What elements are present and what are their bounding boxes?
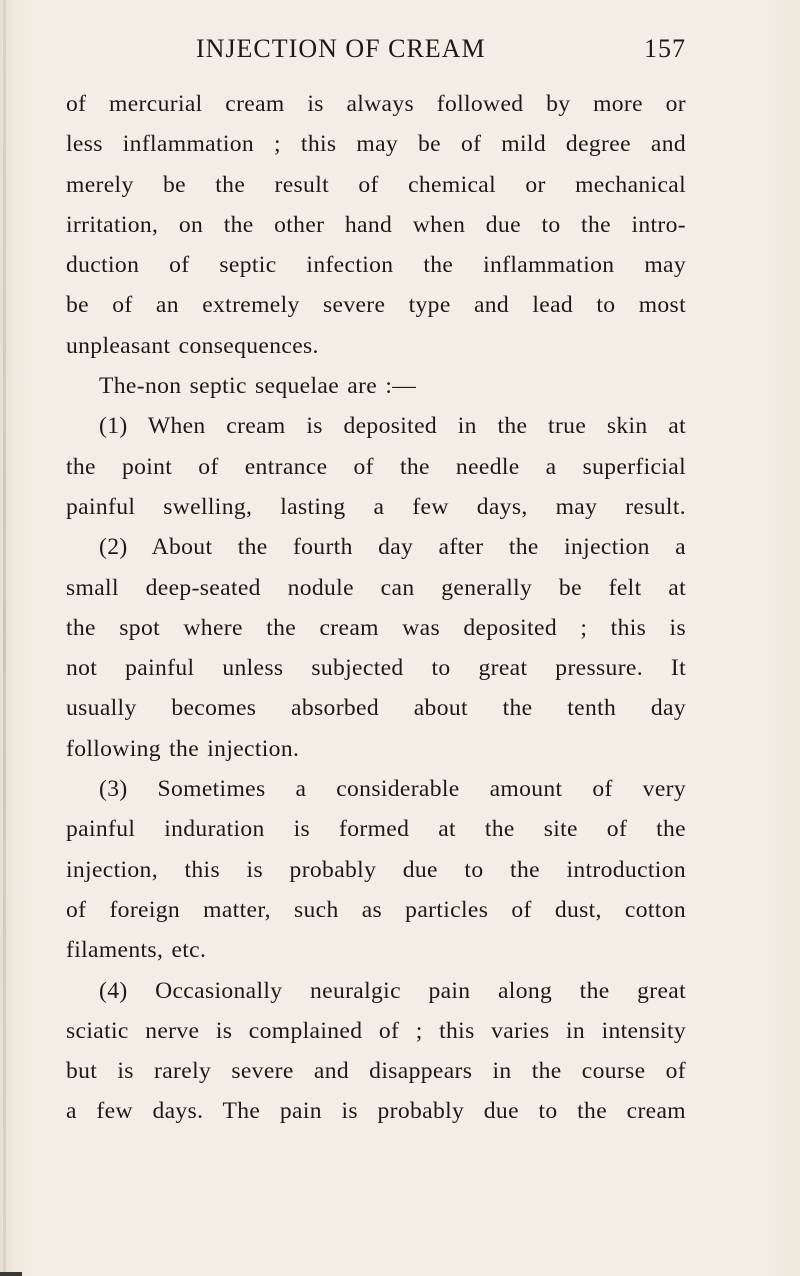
- text-line: the spot where the cream was deposited ; this is: [66, 614, 686, 641]
- text-line: (3) Sometimes a considerable amount of very: [99, 776, 686, 803]
- text-line: unpleasant consequences.: [66, 332, 319, 359]
- text-line: (2) About the fourth day after the injection a: [99, 534, 686, 561]
- text-line: a few days. The pain is probably due to the cream: [66, 1098, 686, 1125]
- running-title: INJECTION OF CREAM: [196, 34, 486, 63]
- page-gutter-shadow: [3, 0, 6, 1276]
- text-line: not painful unless subjected to great pressure. It: [66, 655, 686, 682]
- page-number: 157: [644, 34, 686, 63]
- text-line: sciatic nerve is complained of ; this varies in intensity: [66, 1017, 686, 1044]
- body-text: [66, 84, 686, 1132]
- text-line: but is rarely severe and disappears in the course of: [66, 1058, 686, 1085]
- text-line: (1) When cream is deposited in the true skin at: [99, 413, 686, 440]
- text-line: duction of septic infection the inflammation may: [66, 252, 686, 279]
- text-line: irritation, on the other hand when due to the intro-: [66, 211, 686, 238]
- text-line: The-non septic sequelae are :—: [99, 373, 417, 400]
- corner-scan-mark: [0, 1272, 22, 1276]
- text-line: following the injection.: [66, 735, 300, 762]
- text-line: be of an extremely severe type and lead to most: [66, 292, 686, 319]
- text-line: (4) Occasionally neuralgic pain along the great: [99, 977, 686, 1004]
- text-line: filaments, etc.: [66, 937, 207, 964]
- text-line: of mercurial cream is always followed by more or: [66, 91, 686, 117]
- text-line: of foreign matter, such as particles of dust, cotton: [66, 896, 686, 923]
- text-line: painful induration is formed at the site of the: [66, 816, 686, 843]
- text-line: injection, this is probably due to the introduction: [66, 856, 686, 883]
- text-line: less inflammation ; this may be of mild degree and: [66, 131, 686, 158]
- text-line: small deep-seated nodule can generally be felt at: [66, 574, 686, 601]
- text-line: merely be the result of chemical or mechanical: [66, 171, 686, 198]
- text-line: the point of entrance of the needle a superficial: [66, 453, 686, 480]
- running-header: [196, 34, 696, 74]
- text-line: usually becomes absorbed about the tenth day: [66, 695, 686, 722]
- text-line: painful swelling, lasting a few days, may result.: [66, 493, 686, 520]
